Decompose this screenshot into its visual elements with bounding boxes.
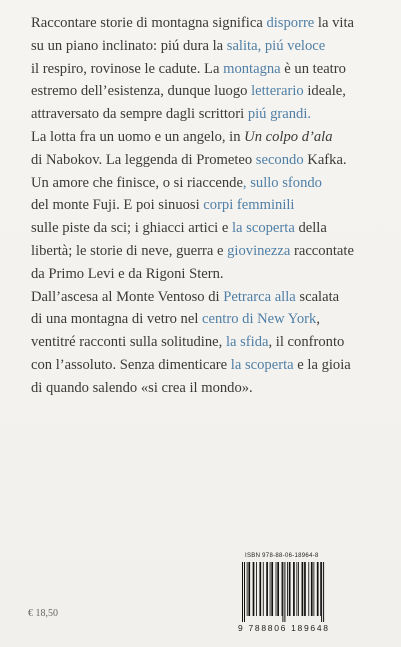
- blurb-segment: La lotta fra un uomo e un angelo, in: [31, 128, 245, 145]
- barcode-bar: [320, 562, 321, 616]
- blurb-line: [31, 172, 377, 195]
- blurb-segment: Un colpo d’ala: [244, 128, 333, 145]
- blurb-line: [31, 35, 377, 58]
- blurb-segment: corpi femminili: [203, 197, 295, 214]
- blurb-line: [31, 80, 377, 103]
- blurb-segment: la scoperta: [230, 356, 294, 373]
- blurb-segment: di una montagna di vetro nel: [31, 311, 203, 328]
- blurb-segment: Kafka.: [303, 151, 347, 168]
- barcode-bar: [282, 562, 283, 622]
- blurb-segment: Dall’ascesa al Monte Ventoso di: [31, 288, 224, 305]
- blurb-segment: ventitré racconti sulla solitudine,: [31, 334, 226, 351]
- blurb-segment: Raccontare storie di montagna significa: [31, 15, 267, 31]
- blurb-line: [31, 12, 377, 35]
- blurb-line: [31, 103, 377, 126]
- blurb-segment: è un teatro: [280, 60, 346, 77]
- blurb-segment: centro di New York: [202, 311, 317, 328]
- barcode-bar: [282, 562, 283, 616]
- barcode-bar: [256, 562, 257, 616]
- blurb-segment: la sfida: [225, 334, 269, 351]
- blurb-text: [31, 12, 377, 400]
- barcode-bar: [270, 562, 271, 616]
- isbn-label: ISBN 978-88-06-18964-8: [245, 553, 319, 559]
- blurb-line: [31, 377, 377, 400]
- blurb-segment: , il confronto: [268, 334, 345, 351]
- price-label: € 18,50: [28, 608, 58, 619]
- barcode-bar: [287, 562, 288, 616]
- barcode-bar: [289, 562, 291, 616]
- barcode-bar: [253, 562, 255, 616]
- barcode-bar: [277, 562, 279, 616]
- blurb-line: [31, 331, 377, 354]
- blurb-segment: sulle piste da sci; i ghiacci artici e: [31, 220, 232, 237]
- blurb-segment: di quando salendo «si crea il mondo».: [31, 379, 253, 396]
- barcode-bar: [293, 562, 295, 616]
- barcode-bar: [284, 562, 285, 622]
- blurb-line: [31, 354, 377, 377]
- barcode-bar: [308, 562, 309, 616]
- blurb-line: [31, 217, 377, 240]
- barcode-bar: [263, 562, 264, 616]
- barcode-bar: [304, 562, 306, 616]
- blurb-line: [31, 58, 377, 81]
- blurb-segment: del monte Fuji. E poi sinuosi: [31, 197, 204, 214]
- blurb-line: [31, 149, 377, 172]
- blurb-line: [31, 240, 377, 263]
- blurb-segment: salita, piú veloce: [226, 37, 326, 54]
- barcode-bar: [317, 562, 319, 616]
- blurb-segment: montagna: [223, 60, 281, 77]
- blurb-segment: ideale,: [303, 83, 346, 100]
- blurb-segment: estremo dell’esistenza, dunque luogo: [31, 83, 252, 100]
- blurb-segment: scalata: [295, 288, 340, 305]
- blurb-segment: Un amore che finisce, o si riaccende: [31, 174, 243, 191]
- blurb-line: [31, 194, 377, 217]
- blurb-segment: libertà; le storie di neve, guerra e: [31, 242, 228, 259]
- blurb-segment: la vita: [314, 15, 354, 31]
- barcode-bar: [313, 562, 314, 616]
- blurb-segment: disporre: [266, 15, 315, 31]
- barcode-bar: [242, 562, 243, 622]
- blurb-segment: la scoperta: [232, 220, 295, 237]
- blurb-segment: con l’assoluto. Senza dimenticare: [31, 356, 231, 373]
- barcode-bar: [311, 562, 313, 616]
- blurb-segment: secondo: [255, 151, 304, 168]
- barcode-bar: [298, 562, 299, 616]
- blurb-segment: piú grandi.: [247, 106, 312, 123]
- barcode-bar: [321, 562, 322, 622]
- barcode-bar: [296, 562, 297, 616]
- barcode: [238, 562, 358, 622]
- blurb-segment: e la gioia: [293, 356, 351, 373]
- blurb-segment: letterario: [251, 83, 304, 100]
- barcode-bar: [271, 562, 273, 616]
- blurb-line: [31, 263, 377, 286]
- blurb-segment: il respiro, rovinose le cadute. La: [31, 60, 224, 77]
- blurb-segment: raccontate: [290, 242, 354, 259]
- barcode-bar: [323, 562, 324, 622]
- blurb-segment: su un piano inclinato: piú dura la: [31, 37, 227, 54]
- barcode-bar: [266, 562, 268, 616]
- barcode-bar: [248, 562, 250, 616]
- barcode-bar: [302, 562, 304, 616]
- barcode-bar: [276, 562, 277, 616]
- blurb-line: [31, 286, 377, 309]
- blurb-line: [31, 126, 377, 149]
- barcode-bar: [259, 562, 261, 616]
- blurb-segment: da Primo Levi e da Rigoni Stern.: [31, 265, 224, 282]
- blurb-segment: attraversato da sempre dagli scrittori: [31, 106, 248, 123]
- barcode-bar: [247, 562, 248, 616]
- barcode-digits: 9 788806 189648: [238, 623, 330, 633]
- blurb-line: [31, 308, 377, 331]
- barcode-bar: [244, 562, 245, 622]
- blurb-segment: , sullo sfondo: [242, 174, 322, 191]
- blurb-segment: giovinezza: [227, 242, 291, 259]
- blurb-segment: Petrarca alla: [223, 288, 296, 305]
- blurb-segment: ,: [316, 311, 320, 328]
- blurb-segment: di Nabokov. La leggenda di Prometeo: [31, 151, 256, 168]
- blurb-segment: della: [294, 220, 327, 237]
